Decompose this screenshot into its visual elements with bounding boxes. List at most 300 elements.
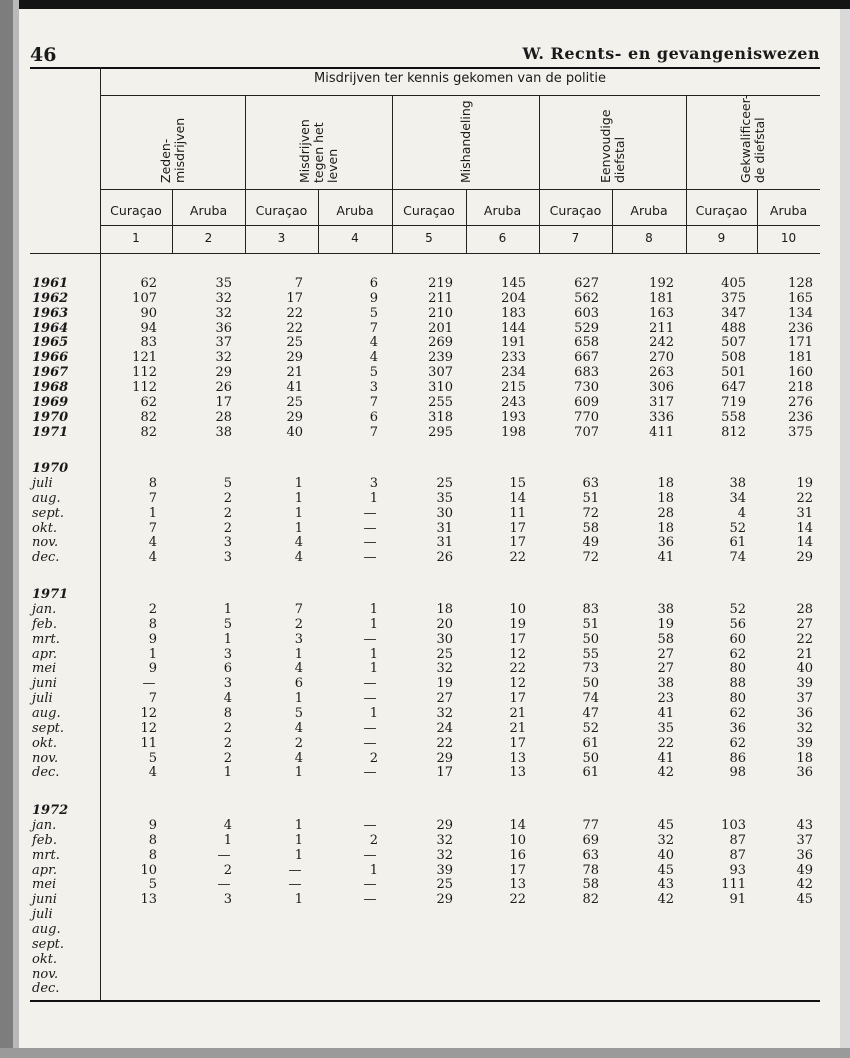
table-cell: 9 bbox=[369, 290, 378, 306]
table-cell: 41 bbox=[286, 379, 303, 395]
table-cell: 29 bbox=[436, 750, 453, 766]
table-cell: 295 bbox=[428, 424, 453, 440]
row-label: 1968 bbox=[32, 379, 69, 395]
table-cell: 4 bbox=[148, 535, 157, 551]
table-cell: 17 bbox=[286, 290, 303, 306]
table-cell: 163 bbox=[649, 305, 674, 321]
table-cell: 21 bbox=[796, 646, 813, 662]
table-cell: 5 bbox=[369, 305, 378, 321]
table-cell: 12 bbox=[140, 705, 157, 721]
table-cell: 49 bbox=[796, 862, 813, 878]
table-cell: 62 bbox=[729, 705, 746, 721]
table-bottom-rule bbox=[30, 1000, 820, 1002]
row-label: 1961 bbox=[32, 276, 69, 291]
table-cell: 87 bbox=[729, 847, 746, 863]
table-cell: 36 bbox=[215, 320, 232, 336]
table-cell: 5 bbox=[223, 476, 232, 491]
table-cell: 405 bbox=[721, 276, 746, 291]
table-cell: 7 bbox=[294, 276, 303, 291]
table-cell: 145 bbox=[501, 276, 526, 291]
table-cell: 270 bbox=[649, 350, 674, 366]
table-cell: 42 bbox=[657, 765, 674, 781]
table-cell: 111 bbox=[721, 877, 746, 893]
table-cell: 4 bbox=[223, 691, 232, 707]
table-cell: 13 bbox=[140, 892, 157, 908]
table-cell: 3 bbox=[294, 631, 303, 647]
column-number: 1 bbox=[132, 231, 140, 245]
table-cell: 43 bbox=[796, 818, 813, 833]
table-cell: 1 bbox=[369, 661, 378, 677]
section-year-title: 1971 bbox=[32, 587, 69, 602]
table-cell: 4 bbox=[223, 818, 232, 833]
table-cell: 812 bbox=[721, 424, 746, 440]
table-cell: 210 bbox=[428, 305, 453, 321]
table-cell: 29 bbox=[436, 892, 453, 908]
main-header: Misdrijven ter kennis gekomen van de politie bbox=[314, 71, 606, 86]
table-cell: 307 bbox=[428, 365, 453, 381]
table-cell: — bbox=[363, 550, 377, 566]
table-cell: 87 bbox=[729, 832, 746, 848]
group-header-line: Mishandeling bbox=[457, 100, 473, 183]
row-label: mrt. bbox=[32, 631, 60, 647]
row-label: nov. bbox=[32, 535, 59, 551]
table-cell: 2 bbox=[223, 520, 232, 536]
table-cell: 4 bbox=[294, 661, 303, 677]
table-cell: 204 bbox=[501, 290, 526, 306]
place-header: Curaçao bbox=[403, 203, 455, 218]
table-cell: 4 bbox=[294, 535, 303, 551]
table-cell: 8 bbox=[148, 476, 157, 491]
table-cell: 31 bbox=[796, 505, 813, 521]
table-cell: 211 bbox=[428, 290, 453, 306]
table-cell: 9 bbox=[148, 661, 157, 677]
table-cell: 83 bbox=[140, 335, 157, 351]
table-cell: 21 bbox=[509, 720, 526, 736]
table-cell: 50 bbox=[582, 676, 599, 692]
table-cell: 12 bbox=[509, 676, 526, 692]
place-header: Aruba bbox=[769, 203, 808, 218]
table-cell: 98 bbox=[729, 765, 746, 781]
table-cell: 22 bbox=[286, 320, 303, 336]
table-cell: 52 bbox=[582, 720, 599, 736]
group-header-line: tegen het bbox=[310, 122, 326, 183]
table-cell: — bbox=[288, 877, 302, 893]
table-cell: 17 bbox=[509, 862, 526, 878]
row-label: dec. bbox=[32, 765, 60, 781]
place-header: Aruba bbox=[483, 203, 522, 218]
section-year-title: 1970 bbox=[32, 461, 69, 476]
column-number: 5 bbox=[425, 231, 433, 245]
table-cell: 507 bbox=[721, 335, 746, 351]
table-cell: 263 bbox=[649, 365, 674, 381]
table-cell: 62 bbox=[140, 276, 157, 291]
table-cell: 63 bbox=[582, 476, 599, 491]
table-cell: 20 bbox=[436, 616, 453, 632]
table-cell: 4 bbox=[369, 335, 378, 351]
table-cell: 4 bbox=[294, 720, 303, 736]
table-cell: 22 bbox=[509, 892, 526, 908]
table-cell: 2 bbox=[369, 750, 378, 766]
table-cell: 1 bbox=[369, 616, 378, 632]
table-cell: 25 bbox=[286, 394, 303, 410]
row-label: sept. bbox=[32, 936, 65, 952]
column-number: 7 bbox=[571, 231, 580, 245]
group-divider-3 bbox=[539, 95, 540, 253]
table-cell: — bbox=[363, 691, 377, 707]
column-number: 8 bbox=[645, 231, 653, 245]
table-cell: 17 bbox=[436, 765, 453, 781]
row-label: 1966 bbox=[32, 350, 69, 366]
table-cell: 1 bbox=[148, 646, 157, 662]
table-cell: 22 bbox=[509, 661, 526, 677]
group-header-line: Eenvoudige bbox=[597, 109, 613, 183]
table-cell: 16 bbox=[509, 847, 526, 863]
table-cell: 3 bbox=[369, 476, 378, 491]
row-label: apr. bbox=[32, 646, 57, 662]
table-cell: 47 bbox=[582, 705, 599, 721]
table-cell: 683 bbox=[574, 365, 599, 381]
table-cell: 269 bbox=[428, 335, 453, 351]
table-cell: 2 bbox=[223, 735, 232, 751]
table-cell: 17 bbox=[215, 394, 232, 410]
group-header-line: de diefstal bbox=[752, 117, 767, 183]
row-label: apr. bbox=[32, 862, 57, 878]
table-cell: — bbox=[363, 720, 377, 736]
table-cell: 41 bbox=[657, 705, 674, 721]
table-cell: 233 bbox=[501, 350, 526, 366]
table-cell: 50 bbox=[582, 750, 599, 766]
row-label: dec. bbox=[32, 981, 60, 997]
table-cell: 8 bbox=[223, 705, 232, 721]
table-cell: 36 bbox=[729, 720, 746, 736]
table-cell: 707 bbox=[574, 424, 599, 440]
table-cell: 21 bbox=[286, 365, 303, 381]
table-cell: 9 bbox=[148, 818, 157, 833]
place-header: Curaçao bbox=[110, 203, 162, 218]
table-cell: 51 bbox=[582, 490, 599, 506]
table-cell: 11 bbox=[509, 505, 526, 521]
table-cell: 30 bbox=[436, 631, 453, 647]
column-number: 3 bbox=[277, 231, 286, 245]
table-cell: — bbox=[363, 847, 377, 863]
table-cell: 7 bbox=[148, 691, 157, 707]
table-cell: 1 bbox=[294, 520, 303, 536]
table-cell: 32 bbox=[215, 290, 232, 306]
table-cell: 160 bbox=[788, 365, 813, 381]
table-cell: 255 bbox=[428, 394, 453, 410]
table-cell: 211 bbox=[649, 320, 674, 336]
table-cell: 218 bbox=[788, 379, 813, 395]
row-label: aug. bbox=[32, 705, 61, 721]
table-cell: 29 bbox=[436, 818, 453, 833]
table-cell: 191 bbox=[501, 335, 526, 351]
table-cell: 4 bbox=[148, 765, 157, 781]
table-cell: 82 bbox=[582, 892, 599, 908]
table-cell: 14 bbox=[796, 535, 813, 551]
row-label: mrt. bbox=[32, 847, 60, 863]
table-cell: 3 bbox=[223, 676, 232, 692]
table-cell: 42 bbox=[796, 877, 813, 893]
scan-left-edge bbox=[0, 0, 13, 1058]
table-cell: 501 bbox=[721, 365, 746, 381]
table-cell: 193 bbox=[501, 409, 526, 425]
table-cell: 627 bbox=[574, 276, 599, 291]
table-cell: 39 bbox=[436, 862, 453, 878]
table-cell: 34 bbox=[729, 490, 746, 506]
row-label: nov. bbox=[32, 966, 59, 982]
table-cell: 3 bbox=[223, 550, 232, 566]
table-cell: 45 bbox=[657, 818, 674, 833]
table-cell: 50 bbox=[582, 631, 599, 647]
table-cell: 730 bbox=[574, 379, 599, 395]
table-cell: 37 bbox=[796, 691, 813, 707]
group-header-rule bbox=[100, 189, 820, 190]
table-cell: 17 bbox=[509, 691, 526, 707]
table-cell: 13 bbox=[509, 750, 526, 766]
table-cell: 25 bbox=[286, 335, 303, 351]
table-cell: 2 bbox=[223, 505, 232, 521]
row-label: sept. bbox=[32, 505, 65, 521]
table-cell: 306 bbox=[649, 379, 674, 395]
table-cell: 26 bbox=[436, 550, 453, 566]
table-cell: 74 bbox=[582, 691, 599, 707]
table-cell: 32 bbox=[657, 832, 674, 848]
table-cell: 7 bbox=[148, 520, 157, 536]
table-cell: 13 bbox=[509, 877, 526, 893]
group-header bbox=[159, 118, 187, 183]
table-cell: 69 bbox=[582, 832, 599, 848]
column-number: 6 bbox=[498, 231, 507, 245]
table-cell: 529 bbox=[574, 320, 599, 336]
table-cell: 375 bbox=[721, 290, 746, 306]
table-cell: 1 bbox=[294, 691, 303, 707]
table-cell: 647 bbox=[721, 379, 746, 395]
table-cell: 121 bbox=[132, 350, 157, 366]
main-header-rule bbox=[100, 95, 820, 96]
table-cell: 14 bbox=[509, 490, 526, 506]
table-cell: 243 bbox=[501, 394, 526, 410]
table-cell: 7 bbox=[369, 394, 378, 410]
table-cell: 25 bbox=[436, 877, 453, 893]
table-cell: 32 bbox=[436, 832, 453, 848]
table-cell: 80 bbox=[729, 691, 746, 707]
table-cell: 43 bbox=[657, 877, 674, 893]
table-cell: — bbox=[363, 520, 377, 536]
table-cell: 56 bbox=[729, 616, 746, 632]
table-cell: 10 bbox=[509, 602, 526, 617]
row-label: okt. bbox=[32, 951, 58, 967]
table-cell: 234 bbox=[501, 365, 526, 381]
place-header: Curaçao bbox=[255, 203, 308, 218]
table-cell: 27 bbox=[796, 616, 813, 632]
table-cell: 1 bbox=[369, 602, 378, 617]
table-cell: 17 bbox=[509, 631, 526, 647]
group-header bbox=[599, 109, 627, 183]
table-cell: 2 bbox=[223, 750, 232, 766]
table-cell: 5 bbox=[148, 750, 157, 766]
row-label: juli bbox=[32, 907, 53, 923]
table-cell: 32 bbox=[215, 305, 232, 321]
table-cell: 29 bbox=[286, 350, 303, 366]
group-header bbox=[459, 100, 473, 183]
table-cell: 32 bbox=[796, 720, 813, 736]
row-label: juni bbox=[32, 676, 57, 692]
table-cell: 40 bbox=[657, 847, 674, 863]
table-cell: 603 bbox=[574, 305, 599, 321]
group-header-line: leven bbox=[324, 148, 340, 183]
table-cell: 82 bbox=[140, 409, 157, 425]
table-cell: 45 bbox=[796, 892, 813, 908]
table-cell: 1 bbox=[294, 505, 303, 521]
table-cell: 19 bbox=[509, 616, 526, 632]
table-cell: — bbox=[363, 765, 377, 781]
scan-left-edge-shadow bbox=[13, 0, 19, 1058]
table-cell: 22 bbox=[796, 490, 813, 506]
table-cell: 80 bbox=[729, 661, 746, 677]
row-label: 1963 bbox=[32, 305, 69, 321]
column-number-rule bbox=[30, 253, 820, 254]
table-cell: 39 bbox=[796, 735, 813, 751]
table-cell: 276 bbox=[788, 394, 813, 410]
table-cell: 29 bbox=[286, 409, 303, 425]
table-cell: 3 bbox=[369, 379, 378, 395]
table-cell: 5 bbox=[148, 877, 157, 893]
table-cell: 14 bbox=[796, 520, 813, 536]
column-number: 4 bbox=[351, 231, 359, 245]
row-label: aug. bbox=[32, 921, 61, 937]
row-label: 1970 bbox=[32, 409, 69, 425]
table-cell: 219 bbox=[428, 276, 453, 291]
table-cell: 38 bbox=[729, 476, 746, 491]
table-cell: 83 bbox=[582, 602, 599, 617]
table-cell: 32 bbox=[215, 350, 232, 366]
table-cell: 1 bbox=[223, 832, 232, 848]
table-cell: 144 bbox=[501, 320, 526, 336]
table-cell: 39 bbox=[796, 676, 813, 692]
table-cell: 40 bbox=[796, 661, 813, 677]
table-cell: 58 bbox=[657, 631, 674, 647]
table-cell: 90 bbox=[140, 305, 157, 321]
table-cell: 18 bbox=[436, 602, 453, 617]
table-cell: 7 bbox=[369, 320, 378, 336]
table-cell: 107 bbox=[132, 290, 157, 306]
table-cell: 375 bbox=[788, 424, 813, 440]
group-divider-2 bbox=[392, 95, 393, 253]
table-cell: — bbox=[363, 676, 377, 692]
group-divider-4 bbox=[686, 95, 687, 253]
row-label: juli bbox=[32, 691, 53, 707]
group-divider-1 bbox=[245, 95, 246, 253]
table-cell: 61 bbox=[729, 535, 746, 551]
table-cell: 15 bbox=[509, 476, 526, 491]
running-title: W. Recnts- en gevangeniswezen bbox=[522, 44, 820, 63]
table-cell: — bbox=[217, 877, 231, 893]
row-label: mei bbox=[32, 877, 57, 893]
table-cell: — bbox=[288, 862, 302, 878]
row-label: okt. bbox=[32, 520, 58, 536]
table-cell: 1 bbox=[369, 646, 378, 662]
page-number: 46 bbox=[30, 44, 57, 66]
table-cell: 1 bbox=[294, 818, 303, 833]
table-cell: 508 bbox=[721, 350, 746, 366]
table-cell: 2 bbox=[223, 862, 232, 878]
table-cell: 61 bbox=[582, 765, 599, 781]
table-cell: 73 bbox=[582, 661, 599, 677]
table-cell: 18 bbox=[657, 490, 674, 506]
table-cell: 6 bbox=[294, 676, 303, 692]
table-cell: 3 bbox=[223, 892, 232, 908]
place-header: Curaçao bbox=[695, 203, 748, 218]
table-cell: — bbox=[363, 505, 377, 521]
table-cell: 62 bbox=[140, 394, 157, 410]
place-header: Aruba bbox=[336, 203, 374, 218]
table-cell: 22 bbox=[657, 735, 674, 751]
row-label: 1971 bbox=[32, 424, 69, 440]
table-cell: 19 bbox=[657, 616, 674, 632]
table-cell: 41 bbox=[657, 750, 674, 766]
row-label: nov. bbox=[32, 750, 59, 766]
table-cell: 236 bbox=[788, 409, 813, 425]
table-cell: 38 bbox=[657, 676, 674, 692]
row-label: juli bbox=[32, 476, 53, 491]
table-cell: 30 bbox=[436, 505, 453, 521]
row-label: dec. bbox=[32, 550, 60, 566]
table-cell: 32 bbox=[436, 847, 453, 863]
place-header-rule bbox=[100, 225, 820, 226]
group-header-line: Gekwalificeer- bbox=[738, 94, 753, 183]
table-cell: 17 bbox=[509, 735, 526, 751]
table-cell: 2 bbox=[223, 720, 232, 736]
table-cell: 28 bbox=[215, 409, 232, 425]
table-cell: — bbox=[363, 892, 377, 908]
table-cell: 52 bbox=[729, 602, 746, 617]
table-cell: 37 bbox=[796, 832, 813, 848]
table-cell: 2 bbox=[148, 602, 157, 617]
table-cell: 31 bbox=[436, 520, 453, 536]
table-cell: 215 bbox=[501, 379, 526, 395]
table-cell: 1 bbox=[294, 832, 303, 848]
table-cell: 1 bbox=[369, 862, 378, 878]
table-cell: 52 bbox=[729, 520, 746, 536]
group-header-line: misdrijven bbox=[171, 117, 187, 183]
table-cell: 28 bbox=[796, 602, 813, 617]
table-cell: 4 bbox=[148, 550, 157, 566]
table-cell: 25 bbox=[436, 646, 453, 662]
table-cell: — bbox=[363, 877, 377, 893]
table-cell: 29 bbox=[796, 550, 813, 566]
table-cell: 82 bbox=[140, 424, 157, 440]
table-cell: 8 bbox=[148, 847, 157, 863]
table-cell: 32 bbox=[436, 661, 453, 677]
row-label: okt. bbox=[32, 735, 58, 751]
table-cell: 181 bbox=[788, 350, 813, 366]
row-label: 1962 bbox=[32, 290, 69, 306]
table-cell: 58 bbox=[582, 520, 599, 536]
table-cell: 770 bbox=[574, 409, 599, 425]
table-cell: 23 bbox=[657, 691, 674, 707]
table-cell: 32 bbox=[436, 705, 453, 721]
table-cell: 51 bbox=[582, 616, 599, 632]
table-cell: 1 bbox=[148, 505, 157, 521]
table-cell: 36 bbox=[796, 705, 813, 721]
table-cell: 658 bbox=[574, 335, 599, 351]
table-cell: 35 bbox=[215, 276, 232, 291]
place-header: Aruba bbox=[630, 203, 668, 218]
table-cell: 5 bbox=[223, 616, 232, 632]
table-cell: 8 bbox=[148, 832, 157, 848]
table-cell: 18 bbox=[657, 520, 674, 536]
table-cell: 58 bbox=[582, 877, 599, 893]
